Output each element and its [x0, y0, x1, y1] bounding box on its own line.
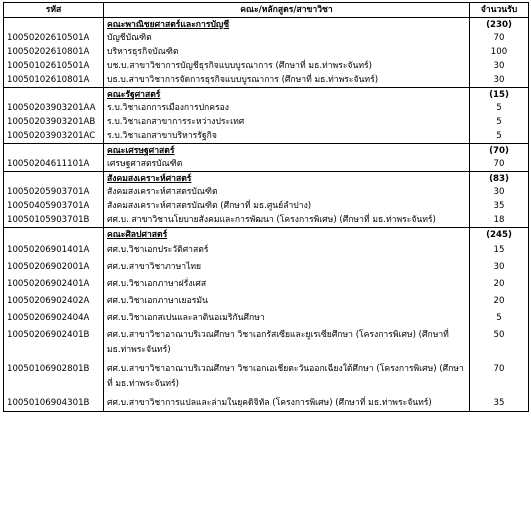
program-row [4, 101, 529, 115]
program-name: บัญชีบัณฑิต [104, 31, 470, 45]
faculty-total: (230) [470, 18, 529, 32]
program-row [4, 213, 529, 228]
faculty-name: คณะพาณิชยศาสตร์และการบัญชี [104, 18, 470, 32]
faculty-name: คณะรัฐศาสตร์ [104, 88, 470, 102]
program-count: 30 [470, 59, 529, 73]
program-row [4, 258, 529, 275]
faculty-code-cell [4, 18, 104, 32]
program-name: ร.บ.วิชาเอกการเมืองการปกครอง [104, 101, 470, 115]
program-count: 30 [470, 185, 529, 199]
program-row [4, 292, 529, 309]
faculty-row [4, 88, 529, 102]
program-count: 35 [470, 199, 529, 213]
faculty-code-cell [4, 172, 104, 186]
program-name: ศศ.บ.สาขาวิชาอาณาบริเวณศึกษา วิชาเอกเอเชียตะวันออกเฉียงใต้ศึกษา (โครงการพิเศษ) (ศึกษาที่ มธ.ท่าพระจันทร์) [104, 360, 470, 394]
program-count: 5 [470, 101, 529, 115]
program-row [4, 326, 529, 360]
program-row [4, 309, 529, 326]
program-name: ร.บ.วิชาเอกสาขาบริหารรัฐกิจ [104, 129, 470, 144]
program-code: 10050202610501A [4, 31, 104, 45]
program-code: 10050405903701A [4, 199, 104, 213]
program-count: 30 [470, 73, 529, 88]
program-count: 5 [470, 115, 529, 129]
program-count: 30 [470, 258, 529, 275]
program-count: 15 [470, 241, 529, 258]
program-count: 35 [470, 394, 529, 412]
table-header-row [4, 3, 529, 18]
program-name: บช.บ.สาขาวิชาการบัญชีธุรกิจแบบบูรณาการ (ศึกษาที่ มธ.ท่าพระจันทร์) [104, 59, 470, 73]
program-count: 18 [470, 213, 529, 228]
faculty-total: (245) [470, 228, 529, 242]
table-body [4, 18, 529, 412]
program-row [4, 115, 529, 129]
program-name: ร.บ.วิชาเอกสาขาการระหว่างประเทศ [104, 115, 470, 129]
faculty-code-cell [4, 88, 104, 102]
program-code: 10050204611101A [4, 157, 104, 172]
program-name: สังคมสงเคราะห์ศาสตรบัณฑิต [104, 185, 470, 199]
program-name: สังคมสงเคราะห์ศาสตรบัณฑิต (ศึกษาที่ มธ.ศูนย์ลำปาง) [104, 199, 470, 213]
program-name: ศศ.บ.สาขาวิชาการแปลและล่ามในยุคดิจิทัล (โครงการพิเศษ) (ศึกษาที่ มธ.ท่าพระจันทร์) [104, 394, 470, 412]
program-code: 10050206902404A [4, 309, 104, 326]
program-count: 70 [470, 360, 529, 394]
faculty-row [4, 172, 529, 186]
faculty-code-cell [4, 144, 104, 158]
program-code: 10050206902401A [4, 275, 104, 292]
header-program: คณะ/หลักสูตร/สาขาวิชา [104, 3, 470, 18]
program-row [4, 157, 529, 172]
program-count: 100 [470, 45, 529, 59]
program-name: ศศ.บ.สาขาวิชาอาณาบริเวณศึกษา วิชาเอกรัสเซียและยูเรเซียศึกษา (โครงการพิเศษ) (ศึกษาที่ มธ.ท่าพระจันทร์) [104, 326, 470, 360]
faculty-name: สังคมสงเคราะห์ศาสตร์ [104, 172, 470, 186]
program-code: 10050203903201AC [4, 129, 104, 144]
program-code: 10050105903701B [4, 213, 104, 228]
program-code: 10050206902402A [4, 292, 104, 309]
program-code: 10050205903701A [4, 185, 104, 199]
program-count: 50 [470, 326, 529, 360]
program-code: 10050203903201AA [4, 101, 104, 115]
program-count: 70 [470, 157, 529, 172]
program-count: 20 [470, 275, 529, 292]
program-row [4, 275, 529, 292]
program-row [4, 73, 529, 88]
program-count: 70 [470, 31, 529, 45]
faculty-total: (15) [470, 88, 529, 102]
program-name: เศรษฐศาสตรบัณฑิต [104, 157, 470, 172]
program-name: ศศ.บ.วิชาเอกสเปนและลาตินอเมริกันศึกษา [104, 309, 470, 326]
faculty-row [4, 144, 529, 158]
program-code: 10050203903201AB [4, 115, 104, 129]
header-code: รหัส [4, 3, 104, 18]
program-code: 10050102610801A [4, 73, 104, 88]
faculty-total: (70) [470, 144, 529, 158]
program-name: ศศ.บ. สาขาวิชานโยบายสังคมและการพัฒนา (โครงการพิเศษ) (ศึกษาที่ มธ.ท่าพระจันทร์) [104, 213, 470, 228]
program-row [4, 185, 529, 199]
program-name: ศศ.บ.สาขาวิชาภาษาไทย [104, 258, 470, 275]
faculty-name: คณะศิลปศาสตร์ [104, 228, 470, 242]
program-row [4, 199, 529, 213]
faculty-row [4, 18, 529, 32]
program-code: 10050206902001A [4, 258, 104, 275]
program-count: 5 [470, 309, 529, 326]
program-name: ศศ.บ.วิชาเอกประวัติศาสตร์ [104, 241, 470, 258]
program-code: 10050202610801A [4, 45, 104, 59]
faculty-code-cell [4, 228, 104, 242]
faculty-row [4, 228, 529, 242]
program-code: 10050106904301B [4, 394, 104, 412]
faculty-name: คณะเศรษฐศาสตร์ [104, 144, 470, 158]
program-code: 10050102610501A [4, 59, 104, 73]
program-row [4, 241, 529, 258]
program-name: ศศ.บ.วิชาเอกภาษาเยอรมัน [104, 292, 470, 309]
program-name: ศศ.บ.วิชาเอกภาษาฝรั่งเศส [104, 275, 470, 292]
program-code: 10050106902801B [4, 360, 104, 394]
program-row [4, 360, 529, 394]
program-row [4, 45, 529, 59]
program-row [4, 31, 529, 45]
program-count: 5 [470, 129, 529, 144]
program-name: บธ.บ.สาขาวิชาการจัดการธุรกิจแบบบูรณาการ (ศึกษาที่ มธ.ท่าพระจันทร์) [104, 73, 470, 88]
program-name: บริหารธุรกิจบัณฑิต [104, 45, 470, 59]
program-row [4, 394, 529, 412]
program-code: 10050206902401B [4, 326, 104, 360]
program-row [4, 129, 529, 144]
program-code: 10050206901401A [4, 241, 104, 258]
program-row [4, 59, 529, 73]
faculty-total: (83) [470, 172, 529, 186]
program-count: 20 [470, 292, 529, 309]
header-count: จำนวนรับ [470, 3, 529, 18]
admission-quota-table [3, 2, 529, 412]
